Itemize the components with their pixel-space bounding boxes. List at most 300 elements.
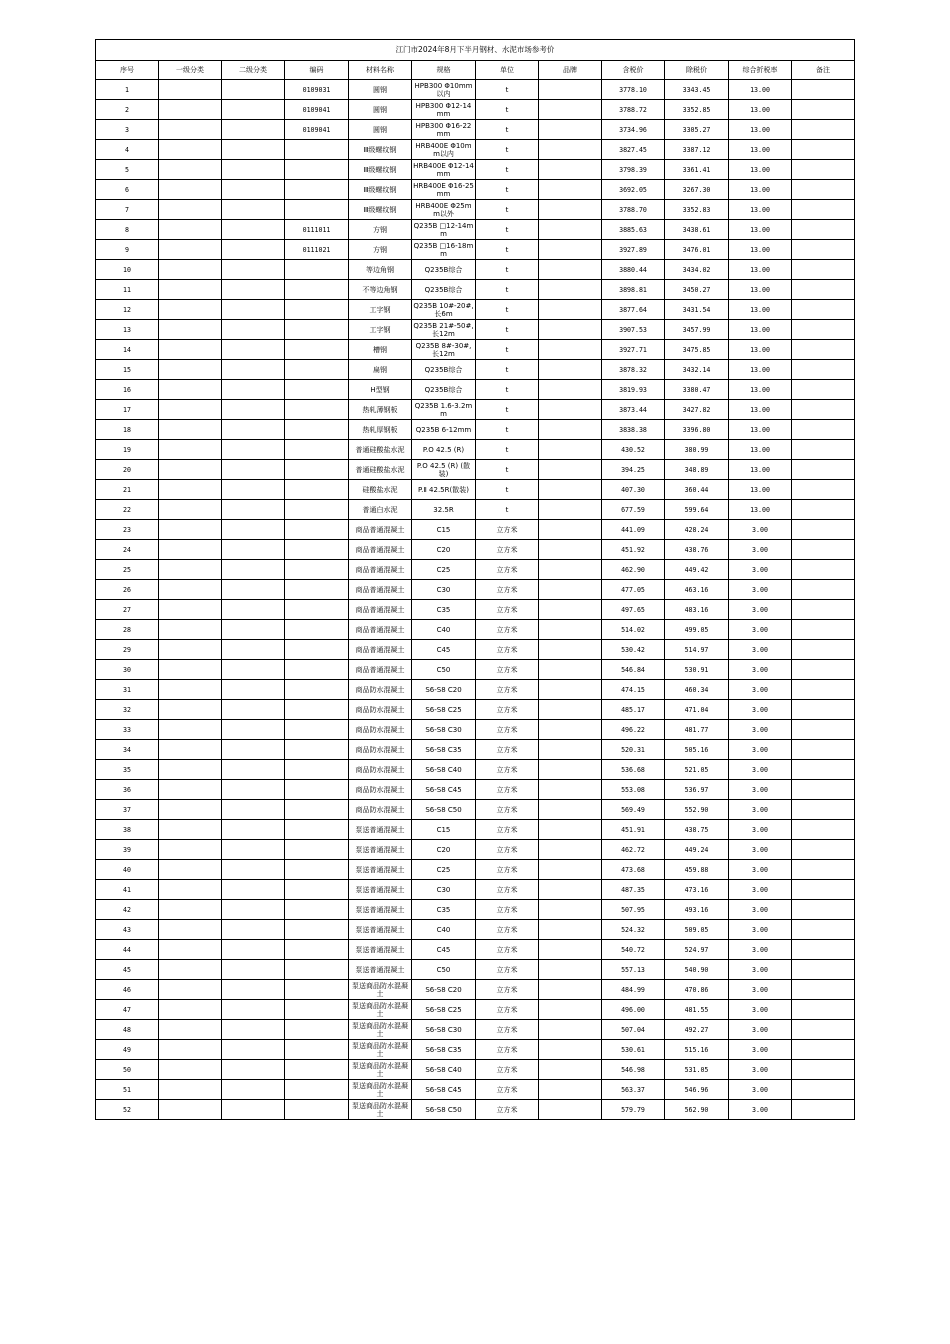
cell-unit: 立方米 [476, 620, 539, 640]
cell-tax-rate: 13.00 [729, 320, 792, 340]
cell-code [285, 420, 349, 440]
table-row [96, 260, 855, 280]
cell-code [285, 700, 349, 720]
cell-price-with-tax: 477.05 [602, 580, 665, 600]
header-code: 编码 [285, 61, 349, 80]
cell-brand [539, 480, 602, 500]
cell-price-without-tax: 492.27 [665, 1020, 729, 1040]
cell-spec: HPB300 Φ12-14mm [412, 100, 476, 120]
cell-remark [792, 520, 855, 540]
cell-price-without-tax: 524.97 [665, 940, 729, 960]
cell-tax-rate: 3.00 [729, 1060, 792, 1080]
cell-category-2 [222, 980, 285, 1000]
cell-material-name: 泵送商品防水混凝土 [349, 1060, 412, 1080]
cell-brand [539, 740, 602, 760]
table-row [96, 100, 855, 120]
cell-remark [792, 740, 855, 760]
cell-index: 38 [96, 820, 159, 840]
cell-remark [792, 320, 855, 340]
cell-price-with-tax: 3819.93 [602, 380, 665, 400]
cell-price-without-tax: 3361.41 [665, 160, 729, 180]
cell-tax-rate: 3.00 [729, 1080, 792, 1100]
cell-remark [792, 920, 855, 940]
cell-index: 29 [96, 640, 159, 660]
cell-material-name: 泵送商品防水混凝土 [349, 1000, 412, 1020]
cell-brand [539, 600, 602, 620]
cell-code [285, 460, 349, 480]
cell-brand [539, 920, 602, 940]
cell-price-with-tax: 546.84 [602, 660, 665, 680]
cell-remark [792, 240, 855, 260]
price-sheet [95, 39, 855, 1120]
table-row [96, 640, 855, 660]
cell-brand [539, 1020, 602, 1040]
cell-code [285, 320, 349, 340]
cell-category-1 [159, 220, 222, 240]
cell-spec: Q235B 6-12mm [412, 420, 476, 440]
cell-spec: Q235B □12-14mm [412, 220, 476, 240]
cell-index: 43 [96, 920, 159, 940]
cell-spec: C25 [412, 560, 476, 580]
cell-price-without-tax: 438.75 [665, 820, 729, 840]
cell-price-with-tax: 3907.53 [602, 320, 665, 340]
cell-remark [792, 1080, 855, 1100]
cell-remark [792, 440, 855, 460]
cell-price-with-tax: 484.99 [602, 980, 665, 1000]
cell-price-with-tax: 496.00 [602, 1000, 665, 1020]
cell-unit: t [476, 340, 539, 360]
cell-category-2 [222, 740, 285, 760]
cell-price-with-tax: 3788.70 [602, 200, 665, 220]
cell-unit: 立方米 [476, 940, 539, 960]
cell-tax-rate: 3.00 [729, 840, 792, 860]
cell-price-with-tax: 3927.89 [602, 240, 665, 260]
cell-code [285, 1020, 349, 1040]
cell-category-1 [159, 660, 222, 680]
cell-index: 21 [96, 480, 159, 500]
cell-index: 16 [96, 380, 159, 400]
cell-material-name: 泵送普通混凝土 [349, 900, 412, 920]
cell-spec: C25 [412, 860, 476, 880]
cell-spec: C20 [412, 840, 476, 860]
cell-category-2 [222, 900, 285, 920]
header-material-name: 材料名称 [349, 61, 412, 80]
cell-category-2 [222, 880, 285, 900]
cell-price-with-tax: 3838.38 [602, 420, 665, 440]
cell-price-without-tax: 3438.61 [665, 220, 729, 240]
cell-tax-rate: 13.00 [729, 220, 792, 240]
cell-price-with-tax: 514.02 [602, 620, 665, 640]
cell-brand [539, 900, 602, 920]
cell-material-name: Ⅲ级螺纹钢 [349, 160, 412, 180]
cell-price-with-tax: 536.68 [602, 760, 665, 780]
cell-category-1 [159, 820, 222, 840]
cell-brand [539, 1080, 602, 1100]
cell-material-name: 泵送普通混凝土 [349, 960, 412, 980]
cell-unit: 立方米 [476, 920, 539, 940]
cell-category-1 [159, 840, 222, 860]
cell-brand [539, 240, 602, 260]
cell-category-2 [222, 240, 285, 260]
cell-tax-rate: 13.00 [729, 380, 792, 400]
cell-remark [792, 420, 855, 440]
cell-index: 34 [96, 740, 159, 760]
cell-tax-rate: 13.00 [729, 500, 792, 520]
cell-tax-rate: 13.00 [729, 80, 792, 100]
table-row [96, 760, 855, 780]
cell-material-name: 圆钢 [349, 100, 412, 120]
cell-remark [792, 500, 855, 520]
cell-index: 13 [96, 320, 159, 340]
cell-tax-rate: 3.00 [729, 580, 792, 600]
cell-material-name: 扁钢 [349, 360, 412, 380]
cell-price-without-tax: 481.55 [665, 1000, 729, 1020]
cell-category-1 [159, 1060, 222, 1080]
table-row [96, 540, 855, 560]
table-row [96, 320, 855, 340]
table-row [96, 740, 855, 760]
cell-index: 1 [96, 80, 159, 100]
cell-category-1 [159, 880, 222, 900]
cell-code [285, 920, 349, 940]
cell-tax-rate: 13.00 [729, 200, 792, 220]
cell-price-with-tax: 540.72 [602, 940, 665, 960]
table-row [96, 1100, 855, 1120]
cell-unit: t [476, 200, 539, 220]
cell-category-2 [222, 500, 285, 520]
cell-unit: t [476, 260, 539, 280]
cell-material-name: Ⅲ级螺纹钢 [349, 140, 412, 160]
cell-unit: 立方米 [476, 540, 539, 560]
cell-remark [792, 880, 855, 900]
cell-spec: S6-S8 C20 [412, 980, 476, 1000]
cell-unit: 立方米 [476, 880, 539, 900]
cell-brand [539, 560, 602, 580]
cell-code [285, 160, 349, 180]
cell-material-name: 商品防水混凝土 [349, 800, 412, 820]
cell-category-1 [159, 240, 222, 260]
cell-remark [792, 540, 855, 560]
cell-spec: C45 [412, 640, 476, 660]
cell-unit: 立方米 [476, 720, 539, 740]
cell-code [285, 360, 349, 380]
cell-remark [792, 960, 855, 980]
cell-material-name: Ⅲ级螺纹钢 [349, 180, 412, 200]
cell-unit: 立方米 [476, 900, 539, 920]
cell-spec: C35 [412, 600, 476, 620]
cell-tax-rate: 13.00 [729, 480, 792, 500]
cell-code [285, 740, 349, 760]
table-row [96, 900, 855, 920]
cell-category-1 [159, 140, 222, 160]
cell-material-name: 泵送普通混凝土 [349, 820, 412, 840]
table-row [96, 660, 855, 680]
cell-code [285, 620, 349, 640]
cell-remark [792, 600, 855, 620]
cell-brand [539, 180, 602, 200]
cell-brand [539, 540, 602, 560]
cell-material-name: 商品普通混凝土 [349, 580, 412, 600]
cell-spec: 32.5R [412, 500, 476, 520]
table-row [96, 1000, 855, 1020]
cell-category-2 [222, 580, 285, 600]
cell-material-name: 泵送商品防水混凝土 [349, 1080, 412, 1100]
cell-remark [792, 820, 855, 840]
cell-category-2 [222, 800, 285, 820]
cell-price-without-tax: 438.76 [665, 540, 729, 560]
cell-unit: t [476, 120, 539, 140]
cell-category-1 [159, 160, 222, 180]
cell-category-1 [159, 720, 222, 740]
cell-material-name: 商品普通混凝土 [349, 600, 412, 620]
cell-brand [539, 280, 602, 300]
cell-index: 49 [96, 1040, 159, 1060]
cell-brand [539, 340, 602, 360]
cell-unit: 立方米 [476, 1100, 539, 1120]
cell-code [285, 600, 349, 620]
table-row [96, 1020, 855, 1040]
cell-material-name: 泵送商品防水混凝土 [349, 1040, 412, 1060]
cell-price-without-tax: 505.16 [665, 740, 729, 760]
cell-spec: C50 [412, 960, 476, 980]
cell-category-2 [222, 180, 285, 200]
cell-code [285, 340, 349, 360]
cell-price-with-tax: 546.98 [602, 1060, 665, 1080]
cell-tax-rate: 3.00 [729, 520, 792, 540]
cell-category-1 [159, 360, 222, 380]
cell-index: 6 [96, 180, 159, 200]
cell-code [285, 780, 349, 800]
cell-brand [539, 820, 602, 840]
cell-material-name: 工字钢 [349, 320, 412, 340]
cell-price-with-tax: 496.22 [602, 720, 665, 740]
cell-tax-rate: 13.00 [729, 460, 792, 480]
cell-price-without-tax: 3396.80 [665, 420, 729, 440]
header-index: 序号 [96, 61, 159, 80]
cell-code [285, 140, 349, 160]
cell-category-2 [222, 640, 285, 660]
table-row [96, 780, 855, 800]
cell-category-1 [159, 1020, 222, 1040]
table-row [96, 380, 855, 400]
cell-spec: P.Ⅱ 42.5R(散装) [412, 480, 476, 500]
cell-index: 28 [96, 620, 159, 640]
cell-brand [539, 620, 602, 640]
cell-tax-rate: 3.00 [729, 800, 792, 820]
cell-remark [792, 700, 855, 720]
cell-unit: t [476, 280, 539, 300]
cell-remark [792, 680, 855, 700]
cell-tax-rate: 3.00 [729, 760, 792, 780]
cell-price-with-tax: 407.30 [602, 480, 665, 500]
table-row [96, 460, 855, 480]
cell-tax-rate: 3.00 [729, 920, 792, 940]
cell-tax-rate: 13.00 [729, 300, 792, 320]
cell-material-name: 泵送普通混凝土 [349, 860, 412, 880]
cell-category-1 [159, 920, 222, 940]
cell-index: 19 [96, 440, 159, 460]
cell-price-with-tax: 441.09 [602, 520, 665, 540]
cell-category-2 [222, 520, 285, 540]
cell-index: 25 [96, 560, 159, 580]
cell-spec: Q235B 21#-50#,长12m [413, 321, 474, 338]
cell-brand [539, 160, 602, 180]
cell-unit: 立方米 [476, 980, 539, 1000]
cell-category-2 [222, 260, 285, 280]
cell-category-2 [222, 200, 285, 220]
cell-unit: 立方米 [476, 560, 539, 580]
cell-price-without-tax: 449.42 [665, 560, 729, 580]
cell-brand [539, 1000, 602, 1020]
cell-price-without-tax: 471.04 [665, 700, 729, 720]
cell-price-without-tax: 493.16 [665, 900, 729, 920]
cell-index: 31 [96, 680, 159, 700]
cell-category-2 [222, 720, 285, 740]
cell-tax-rate: 13.00 [729, 180, 792, 200]
cell-material-name: 商品普通混凝土 [349, 620, 412, 640]
cell-unit: t [476, 480, 539, 500]
cell-category-2 [222, 940, 285, 960]
cell-category-2 [222, 1020, 285, 1040]
cell-price-with-tax: 3873.44 [602, 400, 665, 420]
cell-price-without-tax: 3267.30 [665, 180, 729, 200]
cell-category-1 [159, 260, 222, 280]
cell-spec: S6-S8 C25 [412, 1000, 476, 1020]
cell-unit: t [476, 380, 539, 400]
cell-remark [792, 620, 855, 640]
cell-category-2 [222, 300, 285, 320]
table-row [96, 1080, 855, 1100]
cell-tax-rate: 13.00 [729, 100, 792, 120]
cell-price-without-tax: 514.97 [665, 640, 729, 660]
cell-spec: Q235B综合 [412, 360, 476, 380]
cell-price-with-tax: 563.37 [602, 1080, 665, 1100]
header-unit: 单位 [476, 61, 539, 80]
cell-index: 9 [96, 240, 159, 260]
cell-remark [792, 720, 855, 740]
cell-tax-rate: 3.00 [729, 620, 792, 640]
cell-category-1 [159, 960, 222, 980]
cell-category-1 [159, 900, 222, 920]
cell-remark [792, 220, 855, 240]
table-row [96, 240, 855, 260]
table-row [96, 180, 855, 200]
cell-remark [792, 940, 855, 960]
cell-brand [539, 580, 602, 600]
cell-material-name: 等边角钢 [349, 260, 412, 280]
cell-index: 3 [96, 120, 159, 140]
cell-spec: S6-S8 C20 [412, 680, 476, 700]
cell-category-1 [159, 800, 222, 820]
header-price-without-tax: 除税价 [665, 61, 729, 80]
table-row [96, 960, 855, 980]
cell-unit: 立方米 [476, 1000, 539, 1020]
cell-price-without-tax: 3431.54 [665, 300, 729, 320]
table-row [96, 160, 855, 180]
cell-index: 40 [96, 860, 159, 880]
cell-category-1 [159, 180, 222, 200]
cell-unit: 立方米 [476, 680, 539, 700]
price-table [95, 39, 855, 1120]
cell-brand [539, 680, 602, 700]
cell-spec: Q235B 10#-20#,长6m [413, 301, 474, 318]
cell-price-without-tax: 515.16 [665, 1040, 729, 1060]
cell-material-name: 热轧厚钢板 [349, 420, 412, 440]
cell-spec: HPB300 Φ10mm以内 [412, 80, 476, 100]
cell-code [285, 380, 349, 400]
cell-remark [792, 660, 855, 680]
cell-brand [539, 80, 602, 100]
cell-remark [792, 140, 855, 160]
cell-material-name: H型钢 [349, 380, 412, 400]
cell-index: 27 [96, 600, 159, 620]
cell-spec: Q235B □16-18mm [412, 240, 476, 260]
cell-price-with-tax: 485.17 [602, 700, 665, 720]
cell-index: 42 [96, 900, 159, 920]
cell-remark [792, 280, 855, 300]
cell-spec: Q235B 8#-30#,长12m [412, 340, 476, 360]
cell-unit: 立方米 [476, 860, 539, 880]
cell-brand [539, 840, 602, 860]
cell-category-1 [159, 300, 222, 320]
cell-code [285, 540, 349, 560]
cell-material-name: 泵送普通混凝土 [349, 940, 412, 960]
cell-brand [539, 360, 602, 380]
cell-category-1 [159, 760, 222, 780]
cell-material-name: 槽钢 [349, 340, 412, 360]
title-row [96, 40, 855, 61]
cell-code: 0109041 [285, 100, 349, 120]
cell-brand [539, 100, 602, 120]
cell-remark [792, 780, 855, 800]
cell-price-without-tax: 3305.27 [665, 120, 729, 140]
cell-index: 10 [96, 260, 159, 280]
cell-material-name: 商品普通混凝土 [349, 520, 412, 540]
cell-brand [539, 640, 602, 660]
cell-index: 46 [96, 980, 159, 1000]
cell-price-with-tax: 3827.45 [602, 140, 665, 160]
cell-spec: C15 [412, 820, 476, 840]
cell-category-2 [222, 440, 285, 460]
cell-category-2 [222, 280, 285, 300]
cell-price-with-tax: 569.49 [602, 800, 665, 820]
cell-category-1 [159, 380, 222, 400]
cell-price-without-tax: 483.16 [665, 600, 729, 620]
table-row [96, 80, 855, 100]
table-row [96, 840, 855, 860]
cell-code [285, 980, 349, 1000]
cell-price-with-tax: 3878.32 [602, 360, 665, 380]
cell-brand [539, 780, 602, 800]
cell-remark [792, 480, 855, 500]
cell-price-with-tax: 451.91 [602, 820, 665, 840]
cell-tax-rate: 3.00 [729, 1100, 792, 1120]
cell-category-1 [159, 940, 222, 960]
cell-unit: 立方米 [476, 1020, 539, 1040]
cell-category-2 [222, 480, 285, 500]
cell-index: 41 [96, 880, 159, 900]
cell-category-2 [222, 660, 285, 680]
cell-remark [792, 1040, 855, 1060]
cell-unit: 立方米 [476, 760, 539, 780]
cell-price-with-tax: 3880.44 [602, 260, 665, 280]
cell-code [285, 300, 349, 320]
cell-category-1 [159, 280, 222, 300]
cell-brand [539, 440, 602, 460]
cell-spec: S6-S8 C35 [412, 1040, 476, 1060]
cell-price-with-tax: 530.42 [602, 640, 665, 660]
cell-brand [539, 520, 602, 540]
